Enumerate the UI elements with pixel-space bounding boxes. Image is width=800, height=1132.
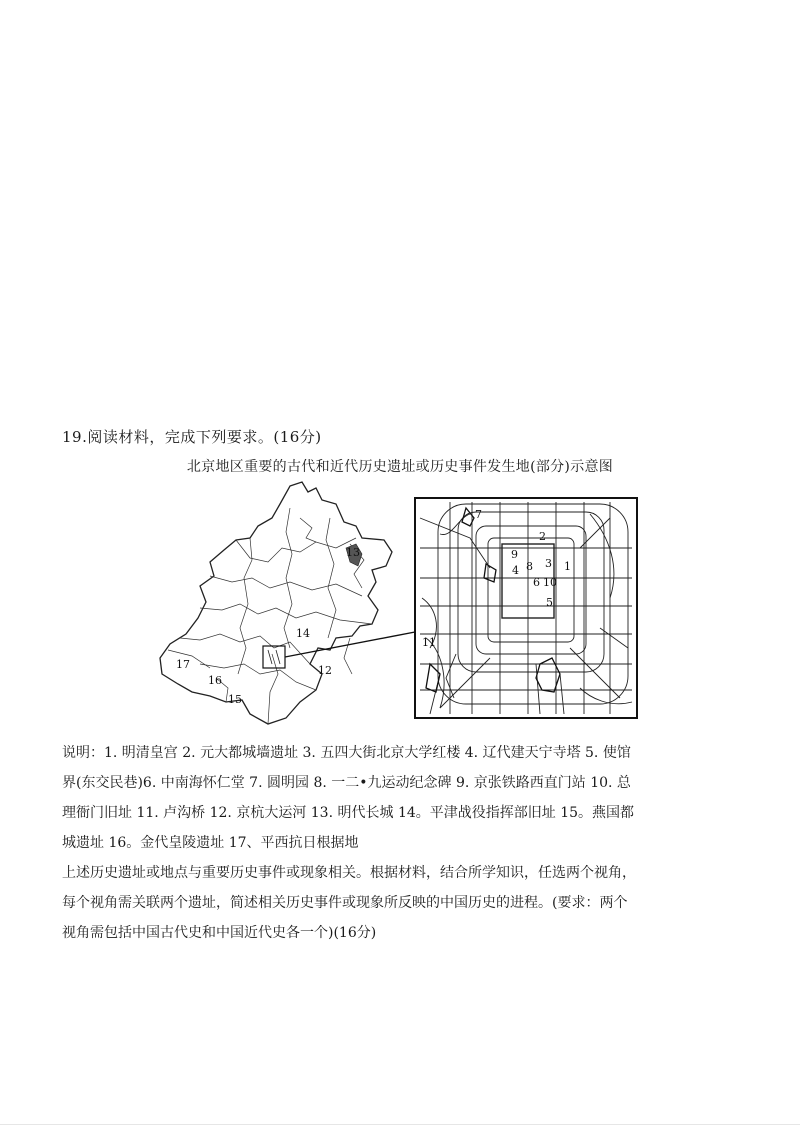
right-label-5: 5 [546,596,553,609]
right-label-2: 2 [539,530,546,543]
figure-caption: 北京地区重要的古代和近代历史遗址或历史事件发生地(部分)示意图 [186,459,614,475]
explanation-line: 理衙门旧址 11. 卢沟桥 12. 京杭大运河 13. 明代长城 14。平津战役指挥部旧址 15。燕国都 [62,805,635,821]
question-title: 19.阅读材料，完成下列要求。(16分) [62,428,322,446]
explanation-text [62,738,740,948]
left-label-15: 15 [228,693,242,706]
right-label-4: 4 [512,564,519,577]
beijing-region-map [160,482,392,724]
question-prompt-line: 每个视角需关联两个遗址，简述相关历史事件或现象所反映的中国历史的进程。(要求：两个 [62,895,628,911]
explanation-line: 说明：1. 明清皇宫 2. 元大都城墙遗址 3. 五四大街北京大学红楼 4. 辽代建天宁寺塔 5. 使馆 [62,745,631,761]
left-label-16: 16 [208,674,222,687]
explanation-line: 界(东交民巷)6. 中南海怀仁堂 7. 圆明园 8. 一二•九运动纪念碑 9. 京张铁路西直门站 10. 总 [62,775,631,791]
city-highlight-box [263,646,285,668]
left-label-13: 13 [346,546,360,559]
left-label-14: 14 [296,627,310,640]
right-label-10: 10 [543,576,557,589]
left-label-17: 17 [176,658,190,671]
map-figure [140,478,660,728]
right-label-1: 1 [564,560,571,573]
right-label-11: 11 [422,636,436,649]
page-bottom-divider [0,1124,800,1125]
beijing-city-map [415,498,637,718]
explanation-line: 城遗址 16。金代皇陵遗址 17、平西抗日根据地 [62,835,359,851]
right-label-6: 6 [533,576,540,589]
right-label-8: 8 [526,560,533,573]
right-label-9: 9 [511,548,518,561]
right-label-3: 3 [545,557,552,570]
question-prompt-line: 上述历史遗址或地点与重要历史事件或现象相关。根据材料，结合所学知识，任选两个视角， [62,865,636,881]
beijing-maps [140,478,660,728]
right-label-7: 7 [475,508,482,521]
left-label-12: 12 [318,664,332,677]
question-prompt-line: 视角需包括中国古代史和中国近代史各一个)(16分) [62,925,377,941]
